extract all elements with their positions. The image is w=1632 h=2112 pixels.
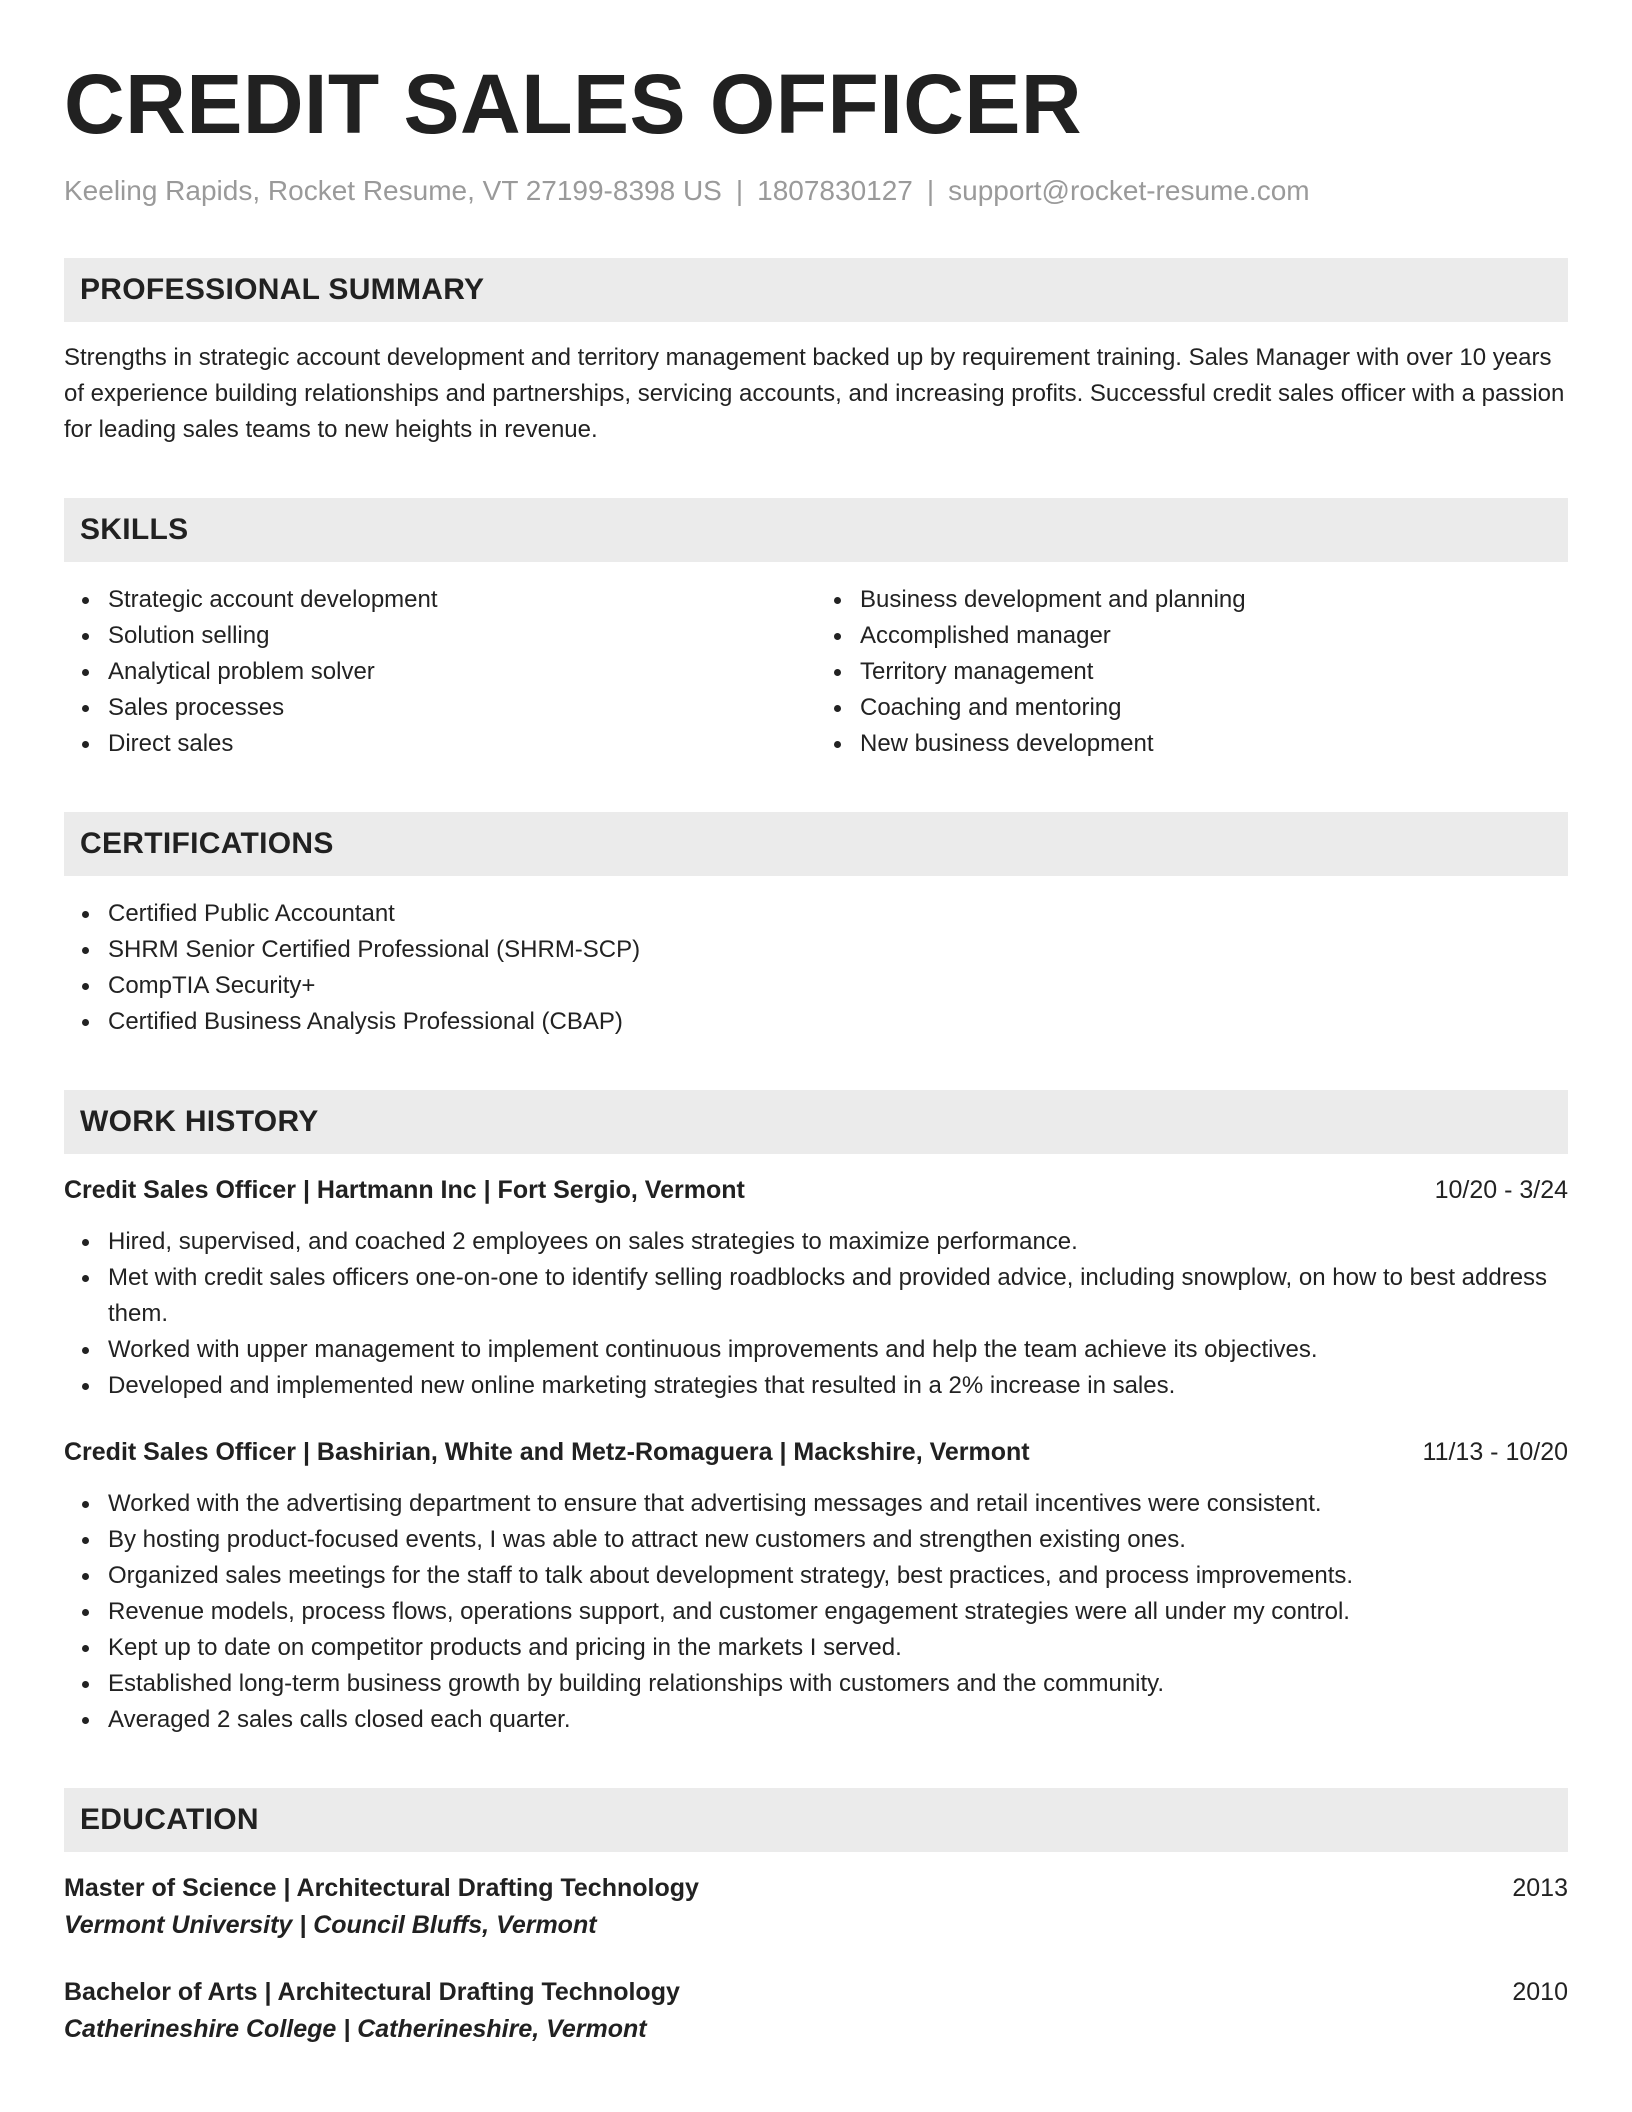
job-bullet: Kept up to date on competitor products and pricing in the markets I served.: [108, 1630, 1568, 1666]
job-dates: 10/20 - 3/24: [1434, 1176, 1568, 1204]
job-bullet: Developed and implemented new online marketing strategies that resulted in a 2% increase in sales.: [108, 1368, 1568, 1404]
job-bullet: Met with credit sales officers one-on-one to identify selling roadblocks and provided advice, including snowplow, on how to best address them.: [108, 1260, 1568, 1332]
job-header: [64, 1434, 1568, 1470]
job-entry: [64, 1434, 1568, 1738]
job-bullet: Revenue models, process flows, operations support, and customer engagement strategies were all under my control.: [108, 1594, 1568, 1630]
section-title: EDUCATION: [80, 1803, 259, 1836]
section-header-education: [64, 1788, 1568, 1852]
section-title: CERTIFICATIONS: [80, 827, 334, 860]
job-bullet: By hosting product-focused events, I was able to attract new customers and strengthen existing ones.: [108, 1522, 1568, 1558]
education-year: 2013: [1512, 1874, 1568, 1902]
skill-item: Direct sales: [108, 726, 816, 762]
skill-item: Analytical problem solver: [108, 654, 816, 690]
job-dates: 11/13 - 10/20: [1422, 1438, 1568, 1466]
section-header-certifications: [64, 812, 1568, 876]
section-title: SKILLS: [80, 513, 189, 546]
skill-item: Accomplished manager: [860, 618, 1568, 654]
skill-item: Territory management: [860, 654, 1568, 690]
certification-item: Certified Public Accountant: [108, 896, 1568, 932]
resume-name: CREDIT SALES OFFICER: [64, 57, 1083, 151]
job-bullet: Averaged 2 sales calls closed each quarter.: [108, 1702, 1568, 1738]
skill-item: New business development: [860, 726, 1568, 762]
job-bullet: Hired, supervised, and coached 2 employees on sales strategies to maximize performance.: [108, 1224, 1568, 1260]
education-school: Vermont University | Council Bluffs, Vermont: [64, 1911, 597, 1939]
skill-item: Coaching and mentoring: [860, 690, 1568, 726]
education-school: Catherineshire College | Catherineshire, Vermont: [64, 2015, 647, 2043]
skill-item: Strategic account development: [108, 582, 816, 618]
job-bullet: Worked with the advertising department to ensure that advertising messages and retail incentives were consistent.: [108, 1486, 1568, 1522]
section-title: PROFESSIONAL SUMMARY: [80, 273, 485, 306]
section-header-skills: [64, 498, 1568, 562]
summary-text: Strengths in strategic account development and territory management backed up by requirement training. Sales Manager with over 10 years of experience building relationships and partnerships, servicing accounts, and increasing profits. Successful credit sales officer with a passion for leading sales teams to new heights in revenue.: [64, 344, 1565, 443]
skill-item: Business development and planning: [860, 582, 1568, 618]
education-degree: Bachelor of Arts | Architectural Drafting Technology: [64, 1978, 680, 2006]
skill-item: Sales processes: [108, 690, 816, 726]
skills-list-left: [64, 582, 816, 762]
job-header: [64, 1172, 1568, 1208]
contact-separator: |: [735, 175, 744, 206]
section-header-summary: [64, 258, 1568, 322]
job-bullets: [64, 1224, 1568, 1404]
education-degree: Master of Science | Architectural Drafting Technology: [64, 1874, 699, 1902]
contact-email: support@rocket-resume.com: [948, 175, 1310, 206]
certification-item: CompTIA Security+: [108, 968, 1568, 1004]
education-year: 2010: [1512, 1978, 1568, 2006]
contact-phone: 1807830127: [757, 175, 913, 206]
skill-item: Solution selling: [108, 618, 816, 654]
education-entry: [64, 1870, 1568, 1944]
job-bullet: Worked with upper management to implement continuous improvements and help the team achieve its objectives.: [108, 1332, 1568, 1368]
education-header: [64, 1974, 1568, 2010]
job-entry: [64, 1172, 1568, 1404]
certifications-list: [64, 896, 1568, 1040]
job-bullet: Organized sales meetings for the staff to talk about development strategy, best practices, and process improvements.: [108, 1558, 1568, 1594]
skills-columns: [64, 562, 1568, 762]
education-header: [64, 1870, 1568, 1906]
contact-separator: |: [926, 175, 935, 206]
job-title: Credit Sales Officer | Hartmann Inc | Fort Sergio, Vermont: [64, 1176, 745, 1204]
certification-item: SHRM Senior Certified Professional (SHRM-SCP): [108, 932, 1568, 968]
certification-item: Certified Business Analysis Professional (CBAP): [108, 1004, 1568, 1040]
job-title: Credit Sales Officer | Bashirian, White and Metz-Romaguera | Mackshire, Vermont: [64, 1438, 1030, 1466]
contact-line: [64, 174, 1568, 208]
contact-address: Keeling Rapids, Rocket Resume, VT 27199-8398 US: [64, 175, 722, 206]
section-title: WORK HISTORY: [80, 1105, 319, 1138]
section-header-work-history: [64, 1090, 1568, 1154]
skills-list-right: [816, 582, 1568, 762]
job-bullet: Established long-term business growth by building relationships with customers and the community.: [108, 1666, 1568, 1702]
education-entry: [64, 1974, 1568, 2048]
job-bullets: [64, 1486, 1568, 1738]
